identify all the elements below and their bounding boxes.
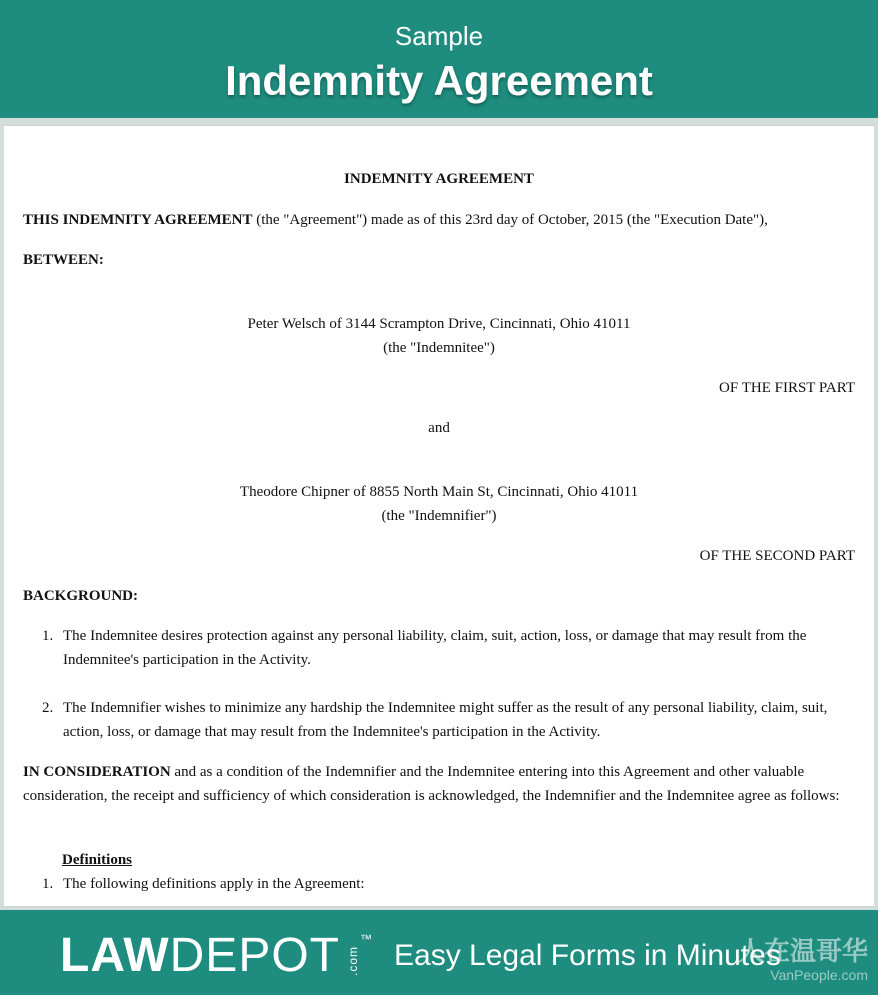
banner-title: Indemnity Agreement	[225, 57, 653, 104]
watermark	[738, 938, 868, 986]
definitions-item-text: The following definitions apply in the Agreement:	[63, 876, 365, 892]
document-page	[4, 125, 874, 907]
document-frame	[0, 118, 878, 910]
footer-tagline: Easy Legal Forms in Minutes	[394, 939, 781, 972]
consideration-lead: IN CONSIDERATION	[23, 764, 171, 780]
lawdepot-logo[interactable]	[60, 928, 383, 995]
footer-banner	[0, 910, 878, 995]
between-label: BETWEEN:	[23, 252, 104, 268]
banner-kicker: Sample	[394, 21, 484, 51]
party1-role: (the "Indemnitee")	[383, 340, 495, 356]
intro-lead: THIS INDEMNITY AGREEMENT	[23, 212, 253, 228]
consideration-rest: and as a condition of the Indemnifier and the Indemnitee entering into this Agreement and other valuable consideration, the receipt and sufficiency of which consideration is acknowledged, the Indemnifier and the Indemnitee agree as follows:	[23, 764, 840, 804]
banner	[0, 0, 878, 118]
logo-depot: DEPOT	[169, 929, 340, 982]
document-heading: INDEMNITY AGREEMENT	[344, 171, 534, 187]
consideration-paragraph	[23, 760, 855, 808]
logo-dotcom: .com	[346, 945, 361, 977]
party1-line: Peter Welsch of 3144 Scrampton Drive, Cincinnati, Ohio 41011	[247, 316, 631, 332]
trademark-icon: ™	[360, 932, 374, 946]
definitions-item-number: 1.	[42, 876, 54, 892]
watermark-cn: 人在温哥华	[737, 936, 868, 966]
party1-part: OF THE FIRST PART	[719, 380, 855, 396]
background-item-number: 2.	[42, 700, 54, 716]
background-item-number: 1.	[42, 628, 54, 644]
background-item-text: The Indemnitee desires protection against any personal liability, claim, suit, action, loss, or damage that may result from the Indemnitee's participation in the Activity.	[63, 628, 807, 668]
party2-part: OF THE SECOND PART	[699, 548, 855, 564]
intro-rest: (the "Agreement") made as of this 23rd day of October, 2015 (the "Execution Date"),	[252, 212, 768, 228]
watermark-site: VanPeople.com	[770, 967, 868, 983]
background-item-text: The Indemnifier wishes to minimize any hardship the Indemnitee might suffer as the result of any personal liability, claim, suit, action, loss, or damage that may result from the Indemnitee's participation in the Activity.	[63, 700, 828, 740]
and-connector: and	[428, 420, 450, 436]
party2-role: (the "Indemnifier")	[381, 508, 497, 524]
definitions-heading: Definitions	[62, 852, 133, 868]
background-label: BACKGROUND:	[23, 588, 138, 604]
logo-law: LAW	[60, 929, 170, 982]
party2-line: Theodore Chipner of 8855 North Main St, Cincinnati, Ohio 41011	[239, 484, 639, 500]
intro-paragraph	[23, 212, 768, 229]
